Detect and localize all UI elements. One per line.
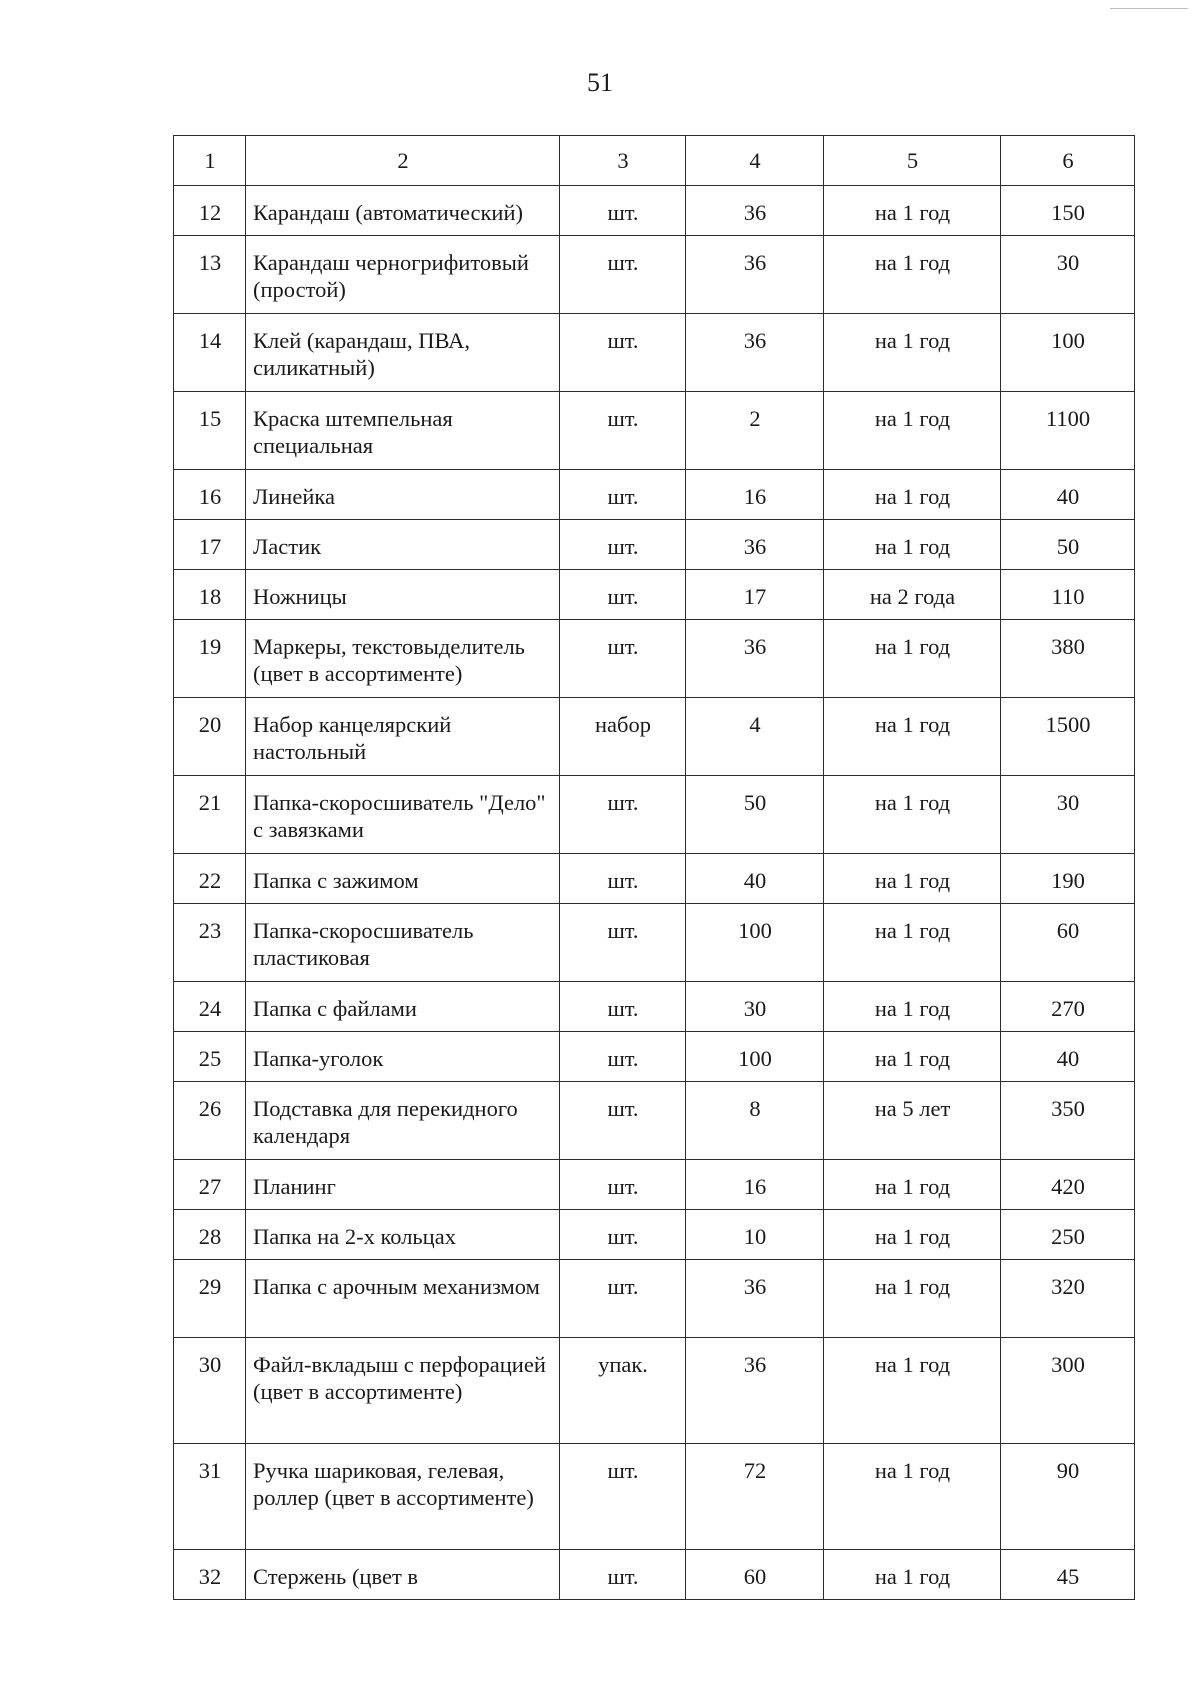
table-row bbox=[174, 186, 1135, 236]
item-name: Папка-скоросшиватель пластиковая bbox=[246, 904, 560, 982]
column-header-4: 4 bbox=[686, 136, 824, 186]
row-number: 20 bbox=[174, 698, 246, 776]
price-cell: 380 bbox=[1001, 620, 1135, 698]
unit-cell: упак. bbox=[560, 1338, 686, 1444]
price-cell: 270 bbox=[1001, 982, 1135, 1032]
quantity-cell: 36 bbox=[686, 1260, 824, 1338]
quantity-cell: 100 bbox=[686, 904, 824, 982]
unit-cell: шт. bbox=[560, 570, 686, 620]
unit-cell: шт. bbox=[560, 1082, 686, 1160]
price-cell: 90 bbox=[1001, 1444, 1135, 1550]
quantity-cell: 36 bbox=[686, 1338, 824, 1444]
row-number: 18 bbox=[174, 570, 246, 620]
row-number: 32 bbox=[174, 1550, 246, 1600]
table-row bbox=[174, 520, 1135, 570]
quantity-cell: 36 bbox=[686, 314, 824, 392]
table-row bbox=[174, 698, 1135, 776]
quantity-cell: 50 bbox=[686, 776, 824, 854]
quantity-cell: 30 bbox=[686, 982, 824, 1032]
quantity-cell: 16 bbox=[686, 470, 824, 520]
unit-cell: шт. bbox=[560, 186, 686, 236]
row-number: 21 bbox=[174, 776, 246, 854]
period-cell: на 1 год bbox=[824, 1338, 1001, 1444]
quantity-cell: 36 bbox=[686, 520, 824, 570]
period-cell: на 5 лет bbox=[824, 1082, 1001, 1160]
item-name: Ручка шариковая, гелевая, роллер (цвет в ассортименте) bbox=[246, 1444, 560, 1550]
quantity-cell: 8 bbox=[686, 1082, 824, 1160]
item-name: Маркеры, текстовыделитель (цвет в ассортименте) bbox=[246, 620, 560, 698]
table-row bbox=[174, 1160, 1135, 1210]
table-row bbox=[174, 570, 1135, 620]
price-cell: 50 bbox=[1001, 520, 1135, 570]
quantity-cell: 36 bbox=[686, 620, 824, 698]
table-row bbox=[174, 1210, 1135, 1260]
period-cell: на 1 год bbox=[824, 1550, 1001, 1600]
column-header-3: 3 bbox=[560, 136, 686, 186]
unit-cell: шт. bbox=[560, 776, 686, 854]
row-number: 17 bbox=[174, 520, 246, 570]
unit-cell: шт. bbox=[560, 470, 686, 520]
table-row bbox=[174, 1082, 1135, 1160]
unit-cell: шт. bbox=[560, 982, 686, 1032]
item-name: Ножницы bbox=[246, 570, 560, 620]
table-row bbox=[174, 854, 1135, 904]
table-row bbox=[174, 392, 1135, 470]
table-row bbox=[174, 1550, 1135, 1600]
column-header-5: 5 bbox=[824, 136, 1001, 186]
unit-cell: шт. bbox=[560, 1032, 686, 1082]
item-name: Папка-уголок bbox=[246, 1032, 560, 1082]
period-cell: на 1 год bbox=[824, 1032, 1001, 1082]
unit-cell: шт. bbox=[560, 1550, 686, 1600]
table-row bbox=[174, 314, 1135, 392]
item-name: Линейка bbox=[246, 470, 560, 520]
period-cell: на 1 год bbox=[824, 520, 1001, 570]
table-header-row bbox=[174, 136, 1135, 186]
unit-cell: шт. bbox=[560, 1160, 686, 1210]
quantity-cell: 17 bbox=[686, 570, 824, 620]
column-header-6: 6 bbox=[1001, 136, 1135, 186]
table-row bbox=[174, 1444, 1135, 1550]
price-cell: 40 bbox=[1001, 1032, 1135, 1082]
item-name: Папка с зажимом bbox=[246, 854, 560, 904]
period-cell: на 1 год bbox=[824, 854, 1001, 904]
unit-cell: шт. bbox=[560, 904, 686, 982]
price-cell: 60 bbox=[1001, 904, 1135, 982]
price-cell: 110 bbox=[1001, 570, 1135, 620]
unit-cell: шт. bbox=[560, 854, 686, 904]
period-cell: на 1 год bbox=[824, 904, 1001, 982]
period-cell: на 1 год bbox=[824, 392, 1001, 470]
period-cell: на 1 год bbox=[824, 982, 1001, 1032]
period-cell: на 1 год bbox=[824, 620, 1001, 698]
period-cell: на 1 год bbox=[824, 1260, 1001, 1338]
period-cell: на 1 год bbox=[824, 1160, 1001, 1210]
row-number: 19 bbox=[174, 620, 246, 698]
price-cell: 100 bbox=[1001, 314, 1135, 392]
table-row bbox=[174, 236, 1135, 314]
unit-cell: набор bbox=[560, 698, 686, 776]
table-row bbox=[174, 1032, 1135, 1082]
table-row bbox=[174, 776, 1135, 854]
row-number: 29 bbox=[174, 1260, 246, 1338]
column-header-1: 1 bbox=[174, 136, 246, 186]
unit-cell: шт. bbox=[560, 1444, 686, 1550]
period-cell: на 1 год bbox=[824, 186, 1001, 236]
price-cell: 30 bbox=[1001, 776, 1135, 854]
scan-edge-mark bbox=[1110, 8, 1188, 9]
item-name: Папка-скоросшиватель "Дело" с завязками bbox=[246, 776, 560, 854]
period-cell: на 1 год bbox=[824, 314, 1001, 392]
price-cell: 45 bbox=[1001, 1550, 1135, 1600]
row-number: 31 bbox=[174, 1444, 246, 1550]
item-name: Папка с файлами bbox=[246, 982, 560, 1032]
table-row bbox=[174, 982, 1135, 1032]
price-cell: 250 bbox=[1001, 1210, 1135, 1260]
item-name: Клей (карандаш, ПВА, силикатный) bbox=[246, 314, 560, 392]
unit-cell: шт. bbox=[560, 392, 686, 470]
table-row bbox=[174, 1260, 1135, 1338]
price-cell: 350 bbox=[1001, 1082, 1135, 1160]
page-number: 51 bbox=[587, 68, 613, 97]
period-cell: на 1 год bbox=[824, 1210, 1001, 1260]
row-number: 14 bbox=[174, 314, 246, 392]
unit-cell: шт. bbox=[560, 520, 686, 570]
table-row bbox=[174, 1338, 1135, 1444]
price-cell: 300 bbox=[1001, 1338, 1135, 1444]
unit-cell: шт. bbox=[560, 1210, 686, 1260]
unit-cell: шт. bbox=[560, 314, 686, 392]
period-cell: на 1 год bbox=[824, 1444, 1001, 1550]
price-cell: 420 bbox=[1001, 1160, 1135, 1210]
row-number: 13 bbox=[174, 236, 246, 314]
quantity-cell: 60 bbox=[686, 1550, 824, 1600]
row-number: 16 bbox=[174, 470, 246, 520]
quantity-cell: 40 bbox=[686, 854, 824, 904]
row-number: 28 bbox=[174, 1210, 246, 1260]
quantity-cell: 36 bbox=[686, 186, 824, 236]
row-number: 27 bbox=[174, 1160, 246, 1210]
item-name: Папка на 2-х кольцах bbox=[246, 1210, 560, 1260]
price-cell: 30 bbox=[1001, 236, 1135, 314]
quantity-cell: 2 bbox=[686, 392, 824, 470]
item-name: Карандаш (автоматический) bbox=[246, 186, 560, 236]
table-row bbox=[174, 904, 1135, 982]
price-cell: 320 bbox=[1001, 1260, 1135, 1338]
row-number: 12 bbox=[174, 186, 246, 236]
item-name: Планинг bbox=[246, 1160, 560, 1210]
item-name: Карандаш черногрифитовый (простой) bbox=[246, 236, 560, 314]
unit-cell: шт. bbox=[560, 620, 686, 698]
unit-cell: шт. bbox=[560, 236, 686, 314]
price-cell: 1100 bbox=[1001, 392, 1135, 470]
table-row bbox=[174, 620, 1135, 698]
quantity-cell: 72 bbox=[686, 1444, 824, 1550]
row-number: 15 bbox=[174, 392, 246, 470]
period-cell: на 1 год bbox=[824, 698, 1001, 776]
table-body bbox=[174, 136, 1135, 1600]
unit-cell: шт. bbox=[560, 1260, 686, 1338]
quantity-cell: 36 bbox=[686, 236, 824, 314]
period-cell: на 1 год bbox=[824, 236, 1001, 314]
quantity-cell: 4 bbox=[686, 698, 824, 776]
period-cell: на 1 год bbox=[824, 776, 1001, 854]
item-name: Папка с арочным механизмом bbox=[246, 1260, 560, 1338]
table-row bbox=[174, 470, 1135, 520]
period-cell: на 1 год bbox=[824, 470, 1001, 520]
quantity-cell: 10 bbox=[686, 1210, 824, 1260]
row-number: 26 bbox=[174, 1082, 246, 1160]
item-name: Ластик bbox=[246, 520, 560, 570]
supplies-table bbox=[173, 135, 1135, 1600]
price-cell: 150 bbox=[1001, 186, 1135, 236]
price-cell: 190 bbox=[1001, 854, 1135, 904]
row-number: 30 bbox=[174, 1338, 246, 1444]
price-cell: 1500 bbox=[1001, 698, 1135, 776]
quantity-cell: 100 bbox=[686, 1032, 824, 1082]
row-number: 24 bbox=[174, 982, 246, 1032]
period-cell: на 2 года bbox=[824, 570, 1001, 620]
item-name: Набор канцелярский настольный bbox=[246, 698, 560, 776]
item-name: Файл-вкладыш с перфорацией (цвет в ассортименте) bbox=[246, 1338, 560, 1444]
price-cell: 40 bbox=[1001, 470, 1135, 520]
row-number: 25 bbox=[174, 1032, 246, 1082]
item-name: Стержень (цвет в bbox=[246, 1550, 560, 1600]
row-number: 23 bbox=[174, 904, 246, 982]
item-name: Подставка для перекидного календаря bbox=[246, 1082, 560, 1160]
item-name: Краска штемпельная специальная bbox=[246, 392, 560, 470]
column-header-2: 2 bbox=[246, 136, 560, 186]
row-number: 22 bbox=[174, 854, 246, 904]
quantity-cell: 16 bbox=[686, 1160, 824, 1210]
